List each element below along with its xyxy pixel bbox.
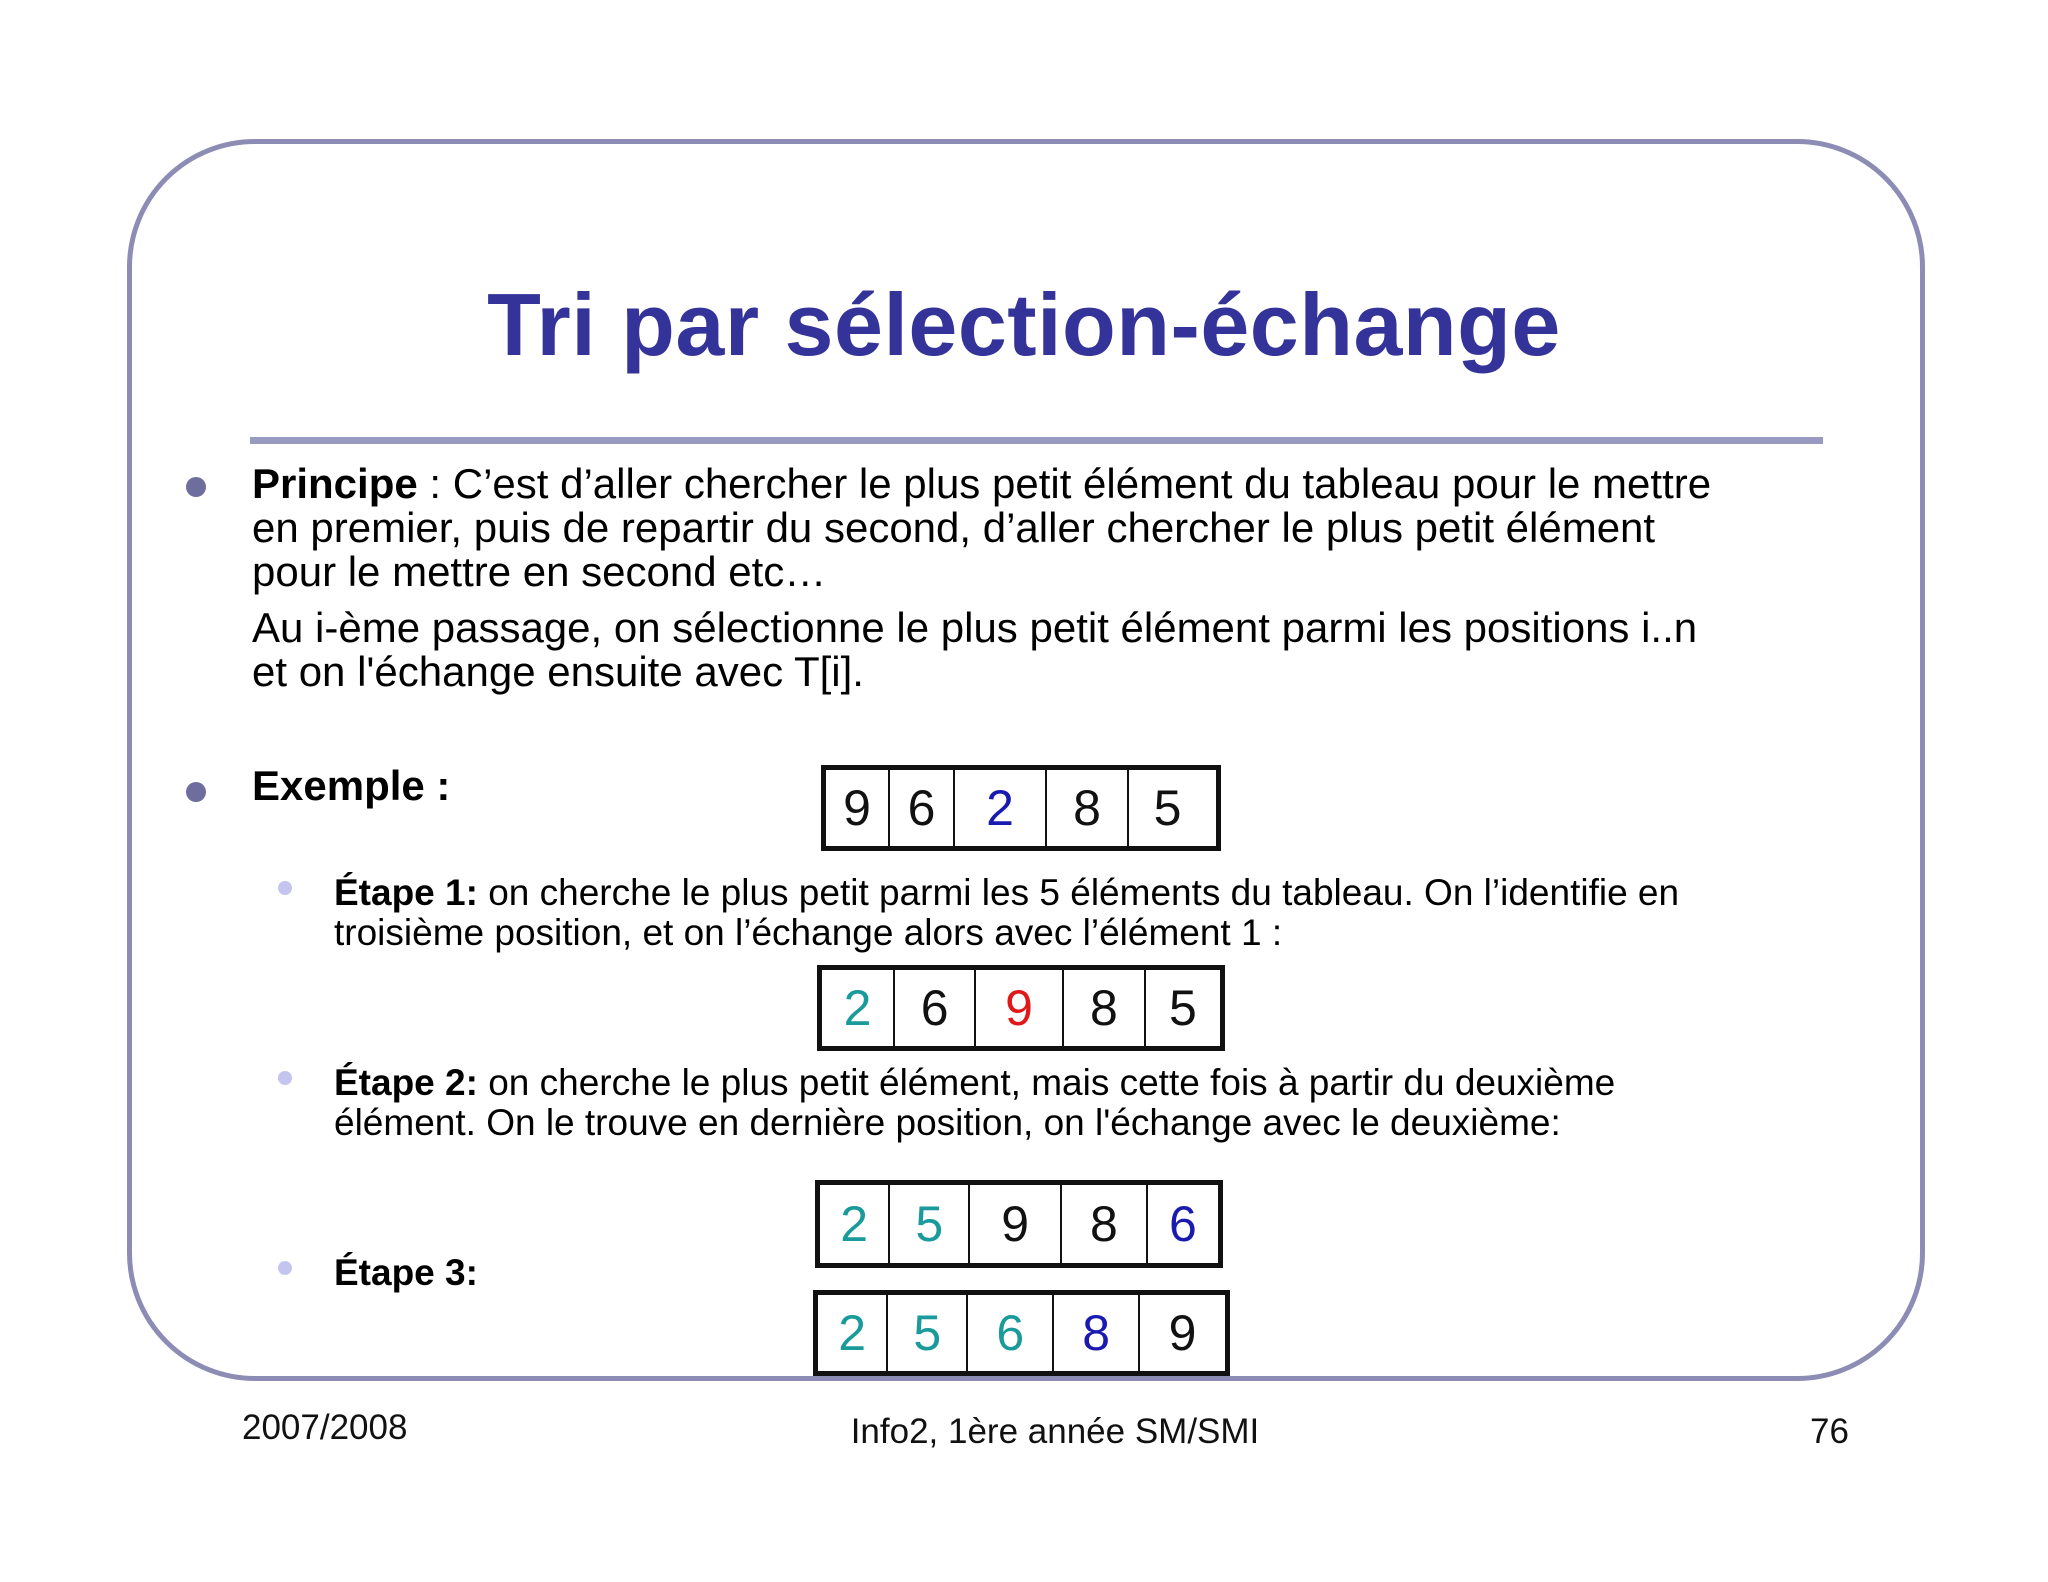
etape2-line-1-text: on cherche le plus petit élément, mais cette fois à partir du deuxième — [477, 1062, 1616, 1103]
principe-line-1 — [252, 462, 1892, 506]
principe-line-1-text: : C’est d’aller chercher le plus petit élément du tableau pour le mettre — [417, 460, 1712, 507]
principe-line-5: et on l'échange ensuite avec T[i]. — [252, 648, 864, 695]
title-underline — [250, 437, 1823, 444]
footer-page-number: 76 — [1810, 1412, 1849, 1451]
array-cell: 2 — [955, 770, 1047, 846]
principe-paragraph — [252, 462, 1892, 694]
principe-line-2: en premier, puis de repartir du second, d’aller chercher le plus petit élément — [252, 504, 1656, 551]
etape1-line-1-text: on cherche le plus petit parmi les 5 éléments du tableau. On l’identifie en — [477, 872, 1680, 913]
slide-title: Tri par sélection-échange — [487, 275, 1561, 374]
array-cell: 2 — [818, 1295, 888, 1371]
array-cell: 5 — [1169, 980, 1197, 1036]
array-step3 — [813, 1290, 1230, 1376]
subbullet-etape3 — [278, 1261, 292, 1275]
etape2-paragraph — [334, 1063, 1934, 1143]
array-cell: 8 — [1062, 1185, 1148, 1263]
principe-line-4: Au i-ème passage, on sélectionne le plus petit élément parmi les positions i..n — [252, 604, 1698, 651]
array-initial — [821, 765, 1221, 851]
footer-year: 2007/2008 — [242, 1408, 408, 1447]
array-step2 — [815, 1180, 1223, 1268]
subbullet-etape1 — [278, 881, 292, 895]
footer-course: Info2, 1ère année SM/SMI — [850, 1412, 1260, 1451]
etape2-label: Étape 2: — [334, 1062, 478, 1103]
etape2-line-1 — [334, 1063, 1934, 1103]
array-cell: 6 — [1168, 1196, 1197, 1252]
array-cell: 9 — [1168, 1305, 1197, 1361]
array-cell: 6 — [968, 1295, 1054, 1371]
array-cell: 5 — [1153, 780, 1182, 836]
array-cell: 8 — [1064, 970, 1146, 1046]
array-cell: 9 — [976, 970, 1064, 1046]
array-cell: 2 — [822, 970, 895, 1046]
etape1-line-2: troisième position, et on l’échange alors avec l’élément 1 : — [334, 912, 1283, 953]
array-cell: 6 — [895, 970, 976, 1046]
principe-line-3: pour le mettre en second etc… — [252, 548, 827, 595]
array-step1 — [817, 965, 1225, 1051]
array-cell: 5 — [888, 1295, 968, 1371]
exemple-label-text: Exemple : — [252, 762, 451, 809]
etape2-line-2: élément. On le trouve en dernière position, on l'échange avec le deuxième: — [334, 1102, 1561, 1143]
exemple-label — [252, 764, 450, 808]
bullet-principe — [186, 477, 206, 497]
bullet-exemple — [186, 782, 206, 802]
array-cell: 8 — [1054, 1295, 1140, 1371]
principe-label: Principe — [252, 460, 418, 507]
subbullet-etape2 — [278, 1071, 292, 1085]
array-cell: 9 — [970, 1185, 1062, 1263]
etape3-label — [334, 1253, 478, 1293]
array-cell: 2 — [820, 1185, 890, 1263]
etape3-label-text: Étape 3: — [334, 1252, 478, 1293]
array-cell: 5 — [890, 1185, 970, 1263]
array-cell: 9 — [826, 770, 890, 846]
etape1-label: Étape 1: — [334, 872, 478, 913]
array-cell: 8 — [1047, 770, 1129, 846]
etape1-line-1 — [334, 873, 1934, 913]
etape1-paragraph — [334, 873, 1934, 953]
array-cell: 6 — [890, 770, 955, 846]
